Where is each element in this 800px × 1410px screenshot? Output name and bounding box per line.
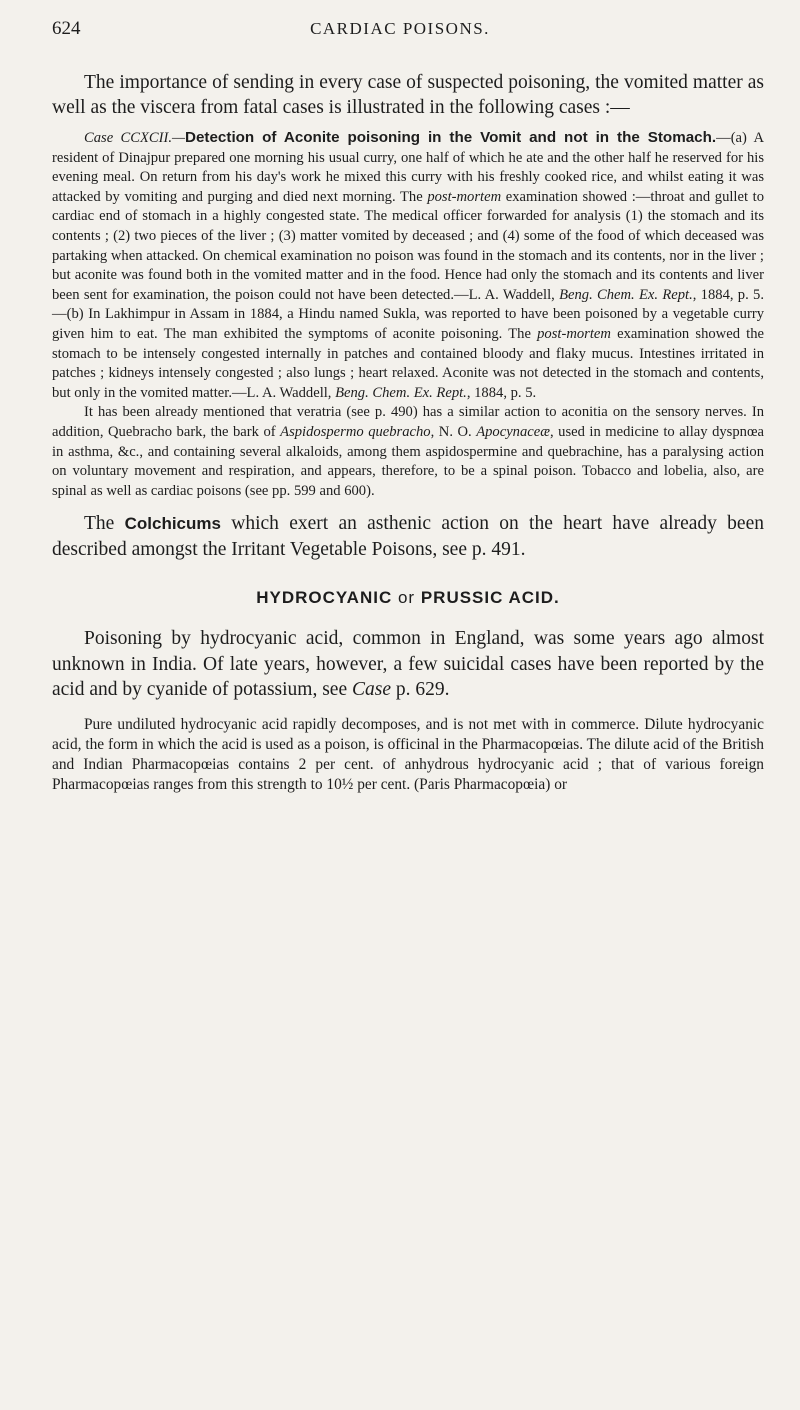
case-label: Case CCXCII.— <box>84 130 186 146</box>
reference-a-tail: , 1884, p. 5. <box>692 286 764 303</box>
section-heading <box>52 588 764 608</box>
colchicums-paragraph <box>52 511 764 562</box>
page-number: 624 <box>52 18 81 39</box>
intro-paragraph: The importance of sending in every case of suspected poisoning, the vomited matter as well as the viscera from fatal cases is illustrated in the following cases :— <box>52 72 764 118</box>
case-text-a2: examination showed :—throat and gullet to cardiac end of stomach in a highly congested state. The medical officer forwarded for analysis (1) the stomach and its contents ; (2) two pieces of the liver ; (3) matter vomited by deceased ; and (4) some of the food of which deceased was partaking when attacked. On chemical examination no poison was found in the stomach and its contents, nor in the liver ; but aconite was found both in the vomited matter and in the food. Hence had only the stomach and its contents and liver been sent for examination, the poison could not have been detected.—L. A. Waddell, <box>52 188 764 303</box>
poisoning-text-2: p. 629. <box>391 679 450 701</box>
case-text-b1: —(b) In Lakhimpur in Assam in 1884, a Hindu named Sukla, was reported to have been poisoned by a vegetable curry given him to eat. The man exhibited the symptoms of aconite poisoning. The <box>52 306 764 342</box>
section-title-or: or <box>397 588 416 608</box>
page-header <box>0 14 800 44</box>
case-paragraph <box>52 128 764 403</box>
veratria-text-1: It has been already mentioned that veratria (see p. 490) has a similar action to aconitia on the sensory nerves. In addition, Quebracho bark, the bark of <box>52 404 764 440</box>
reference-a: Beng. Chem. Ex. Rept. <box>559 286 693 303</box>
poisoning-text-1: Poisoning by hydrocyanic acid, common in England, was some years ago almost unknown in India. Of late years, however, a few suicidal cases have been reported by the acid and by cyanide of potassium, see <box>52 628 764 701</box>
species-name: Aspidospermo quebracho <box>280 423 431 440</box>
post-mortem-term: post-mortem <box>427 188 502 205</box>
case-heading: Detection of Aconite poisoning in the Vomit and not in the Stomach. <box>185 129 717 146</box>
family-name: Apocynaceæ <box>476 423 550 440</box>
section-title-1: HYDROCYANIC <box>256 588 393 608</box>
section-title-2: PRUSSIC ACID. <box>420 588 560 608</box>
page-body <box>52 70 764 795</box>
running-head: CARDIAC POISONS. <box>310 19 490 38</box>
case-reference: Case <box>352 679 391 701</box>
veratria-text-3: , used in medicine to allay dyspnœa in asthma, &c., and containing several alkaloids, among them aspidospermine and quebrachine, has a paralysing action on voluntary movement and respiration, and appears, therefore, to be a spinal poison. Tobacco and lobelia, also, are spinal as well as cardiac poisons (see pp. 599 and 600). <box>52 423 764 499</box>
case-text-a1: —(a) A resident of Dinajpur prepared one morning his usual curry, one half of which he ate and the other half he reserved for his evening meal. On return from his day's work he mixed this curry with his freshly cooked rice, and whilst eating it was attacked by vomiting and purging and died next morning. The <box>52 130 764 205</box>
reference-b: Beng. Chem. Ex. Rept. <box>335 384 467 401</box>
reference-b-tail: , 1884, p. 5. <box>466 384 537 401</box>
colchicums-heading: Colchicums <box>124 514 221 534</box>
post-mortem-term: post-mortem <box>537 325 611 342</box>
pure-acid-paragraph: Pure undiluted hydrocyanic acid rapidly decomposes, and is not met with in commerce. Dilute hydrocyanic acid, the form in which the acid is used as a poison, is officinal in the Pharmacopœias. The dilute acid of the British and Indian Pharmacopœias contains 2 per cent. of anhydrous hydrocyanic acid ; that of various foreign Pharmacopœias ranges from this strength to 10½ per cent. (Paris Pharmacopœia) or <box>52 715 764 793</box>
veratria-text-2: , N. O. <box>430 423 477 440</box>
colchicums-text-2: which exert an asthenic action on the heart have already been described amongst the Irritant Vegetable Poisons, see p. 491. <box>52 513 764 560</box>
poisoning-paragraph <box>52 626 764 703</box>
veratria-paragraph <box>52 403 764 501</box>
colchicums-text-1: The <box>84 513 125 535</box>
case-text-b2: examination showed the stomach to be intensely congested internally in patches and contained bloody and flaky mucus. Intestines irritated in patches ; kidneys intensely congested ; also lungs ; heart relaxed. Aconite was not detected in the stomach and contents, but only in the vomited matter.—L. A. Waddell, <box>52 325 764 401</box>
